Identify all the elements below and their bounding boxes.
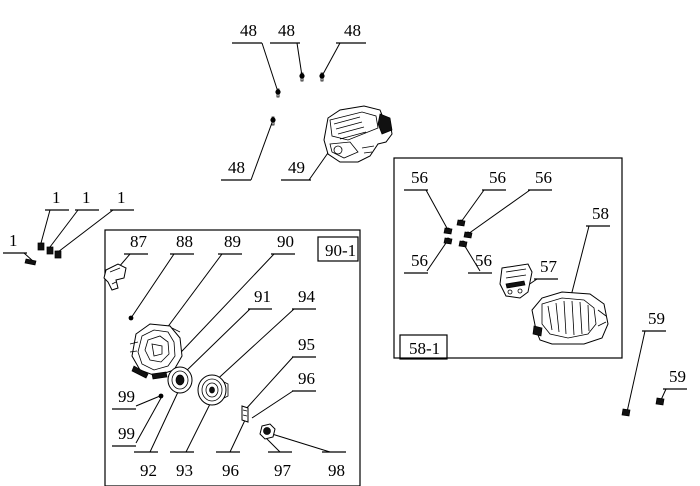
callout-56-e[interactable]: 56 [475,251,492,270]
callout-58[interactable]: 58 [592,204,609,223]
callout-48-b[interactable]: 48 [278,21,295,40]
callout-56-a[interactable]: 56 [411,168,428,187]
callout-93[interactable]: 93 [176,461,193,480]
part-97-nut [260,424,275,439]
callout-89[interactable]: 89 [224,232,241,251]
callout-94[interactable]: 94 [298,287,315,306]
callout-49[interactable]: 49 [288,158,305,177]
part-96-washer [242,406,248,422]
callout-1-b[interactable]: 1 [82,188,91,207]
callout-99-b[interactable]: 99 [118,424,135,443]
part-57-plate [500,264,532,298]
callout-87[interactable]: 87 [130,232,147,251]
callout-91[interactable]: 91 [254,287,271,306]
callout-1-c[interactable]: 1 [117,188,126,207]
callout-48-a[interactable]: 48 [240,21,257,40]
callout-57[interactable]: 57 [540,257,557,276]
part-48-bolts [272,73,323,125]
callout-90-1[interactable]: 90-1 [325,241,357,260]
callout-98[interactable]: 98 [328,461,345,480]
callout-90[interactable]: 90 [277,232,294,251]
callout-1-d[interactable]: 1 [9,231,18,250]
callout-48-c[interactable]: 48 [344,21,361,40]
callout-96-b[interactable]: 96 [222,461,239,480]
callout-58-1[interactable]: 58-1 [409,339,441,358]
part-91-clutch-drum [198,375,228,405]
callout-96-a[interactable]: 96 [298,369,315,388]
callout-59-b[interactable]: 59 [669,367,686,386]
part-56-screws [444,220,472,247]
part-87-lever [104,264,126,290]
callout-56-c[interactable]: 56 [535,168,552,187]
part-58-cover [532,292,608,344]
callout-95[interactable]: 95 [298,335,315,354]
callout-48-d[interactable]: 48 [228,158,245,177]
part-49-muffler [324,106,392,162]
callout-99-a[interactable]: 99 [118,387,135,406]
callout-92[interactable]: 92 [140,461,157,480]
callout-88[interactable]: 88 [176,232,193,251]
part-1-screws [25,243,61,265]
callout-56-d[interactable]: 56 [411,251,428,270]
part-93-bearing [168,367,192,393]
callout-1-a[interactable]: 1 [52,188,61,207]
callout-56-b[interactable]: 56 [489,168,506,187]
callout-59-a[interactable]: 59 [648,309,665,328]
callout-97[interactable]: 97 [274,461,291,480]
